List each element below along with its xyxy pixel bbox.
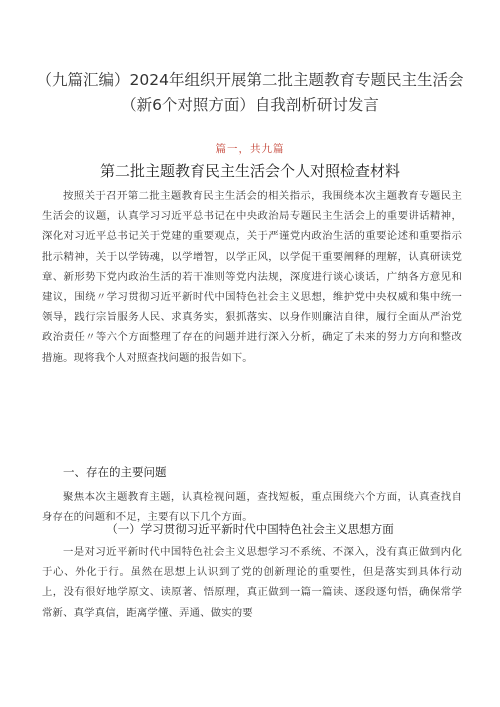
paragraph-problems-intro: 聚焦本次主题教育主题，认真检视问题，查找短板，重点围绕六个方面，认真查找自身存在的问题和不足，主要有以下几个方面。 (42, 491, 462, 524)
heading-subsection-1: （一）学习贯彻习近平新时代中国特色社会主义思想方面 (106, 522, 394, 536)
intro-paragraph: 按照关于召开第二批主题教育民主生活会的相关指示，我围绕本次主题教育专题民主生活会的议题，认真学习习近平总书记在中央政治局专题民主生活会上的重要讲话精神，深化对习近平总书记关于党建的重要观点，关于严谨党内政治生活的重要论述和重要指示批示精神，关于以学铸魂，以学增智，以学正风，以学促干重要阐释的理解，认真研读党章、新形势下党内政治生活的若干准则等党内法规，深度进行谈心谈话，广纳各方意见和建议，围绕〃学习贯彻习近平新时代中国特色社会主义思想，维护党中央权威和集中统一领导，践行宗旨服务人民、求真务实，狠抓落实、以身作则廉洁自律，履行全面从严治党政治责任〃等六个方面整理了存在的问题并进行深入分析，确定了未来的努力方向和整改措施。现将我个人对照查找问题的报告如下。 (42, 190, 462, 364)
paragraph-subsection-1: 一是对习近平新时代中国特色社会主义思想学习不系统、不深入，没有真正做到内化于心、外化于行。虽然在思想上认识到了党的创新理论的重要性，但是落实到具体行动上，没有很好地学原文、读原著、悟原理，真正做到一篇一篇读、逐段逐句悟，确保常学常新、真学真信，距离学懂、弄通、做实的要 (42, 546, 462, 619)
section-title: 第二批主题教育民主生活会个人对照检查材料 (99, 162, 400, 180)
document-title: （九篇汇编）2024年组织开展第二批主题教育专题民主生活会（新6个对照方面）自我剖析研讨发言 (36, 71, 464, 114)
section-label: 篇一，共九篇 (215, 143, 285, 155)
heading-main-problems: 一、存在的主要问题 (63, 465, 167, 479)
